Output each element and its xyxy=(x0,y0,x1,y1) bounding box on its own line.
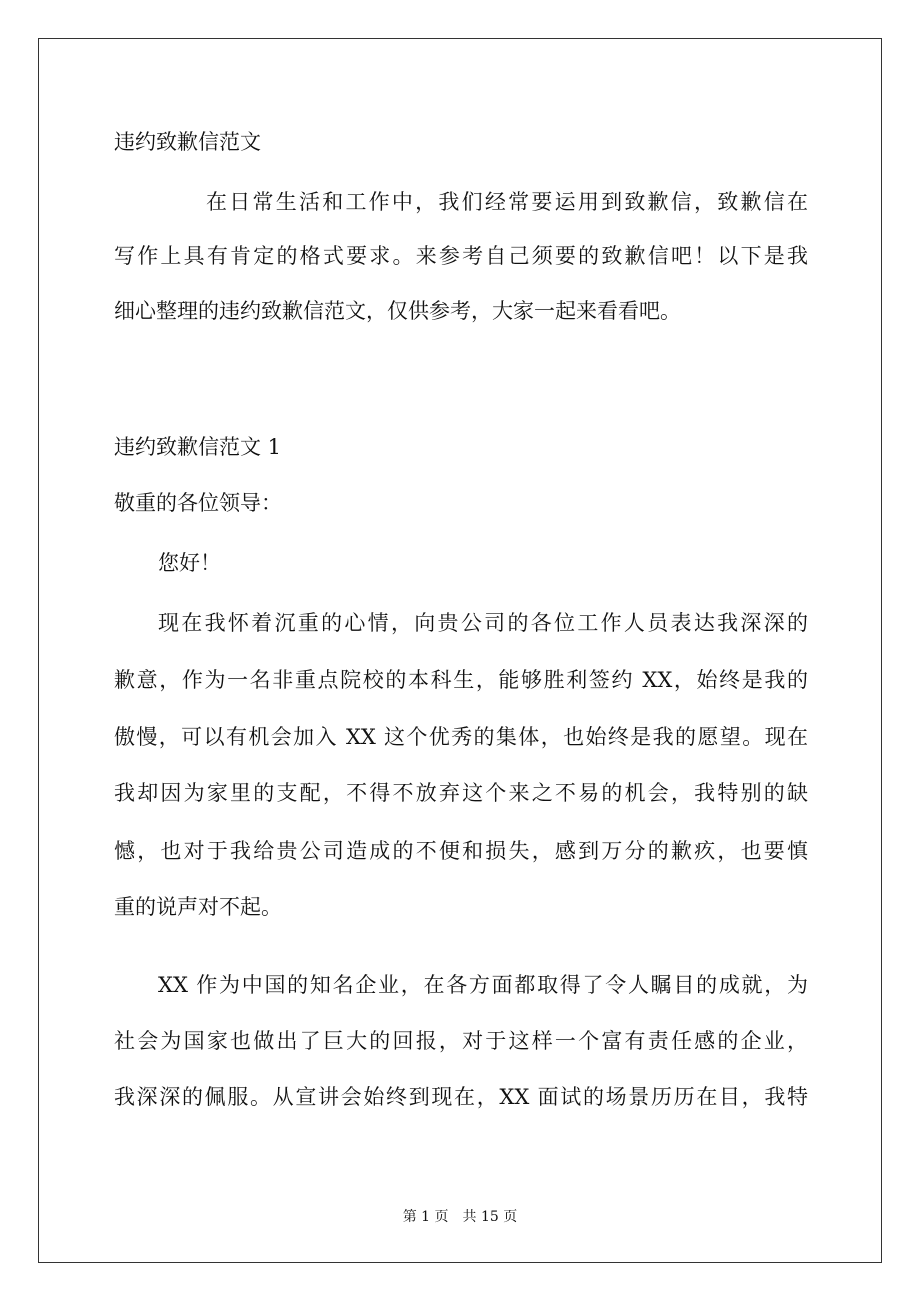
paragraph-line: 歉意，作为一名非重点院校的本科生，能够胜利签约 XX，始终是我的 xyxy=(114,668,808,692)
paragraph-line: 我却因为家里的支配，不得不放弃这个来之不易的机会，我特别的缺 xyxy=(114,781,808,805)
paragraph-line: 傲慢，可以有机会加入 XX 这个优秀的集体，也始终是我的愿望。现在 xyxy=(114,725,808,749)
page-border xyxy=(38,38,882,1263)
intro-line: 写作上具有肯定的格式要求。来参考自己须要的致歉信吧！以下是我 xyxy=(114,244,808,268)
paragraph-line: 现在我怀着沉重的心情，向贵公司的各位工作人员表达我深深的 xyxy=(158,611,808,635)
greeting: 您好！ xyxy=(158,551,221,575)
paragraph-line: XX 作为中国的知名企业，在各方面都取得了令人瞩目的成就，为 xyxy=(158,973,808,997)
paragraph-line: 社会为国家也做出了巨大的回报，对于这样一个富有责任感的企业， xyxy=(114,1029,808,1053)
intro-line: 细心整理的违约致歉信范文，仅供参考，大家一起来看看吧。 xyxy=(114,299,681,323)
document-title: 违约致歉信范文 xyxy=(114,130,261,154)
paragraph-line: 重的说声对不起。 xyxy=(114,895,282,919)
page-number-footer: 第 1 页 共 15 页 xyxy=(402,1209,518,1225)
section-title: 违约致歉信范文 1 xyxy=(114,435,282,459)
intro-line: 在日常生活和工作中，我们经常要运用到致歉信，致歉信在 xyxy=(206,190,808,214)
salutation: 敬重的各位领导： xyxy=(114,491,282,515)
paragraph-line: 憾，也对于我给贵公司造成的不便和损失，感到万分的歉疚，也要慎 xyxy=(114,839,808,863)
paragraph-line: 我深深的佩服。从宣讲会始终到现在，XX 面试的场景历历在目，我特 xyxy=(114,1085,808,1109)
